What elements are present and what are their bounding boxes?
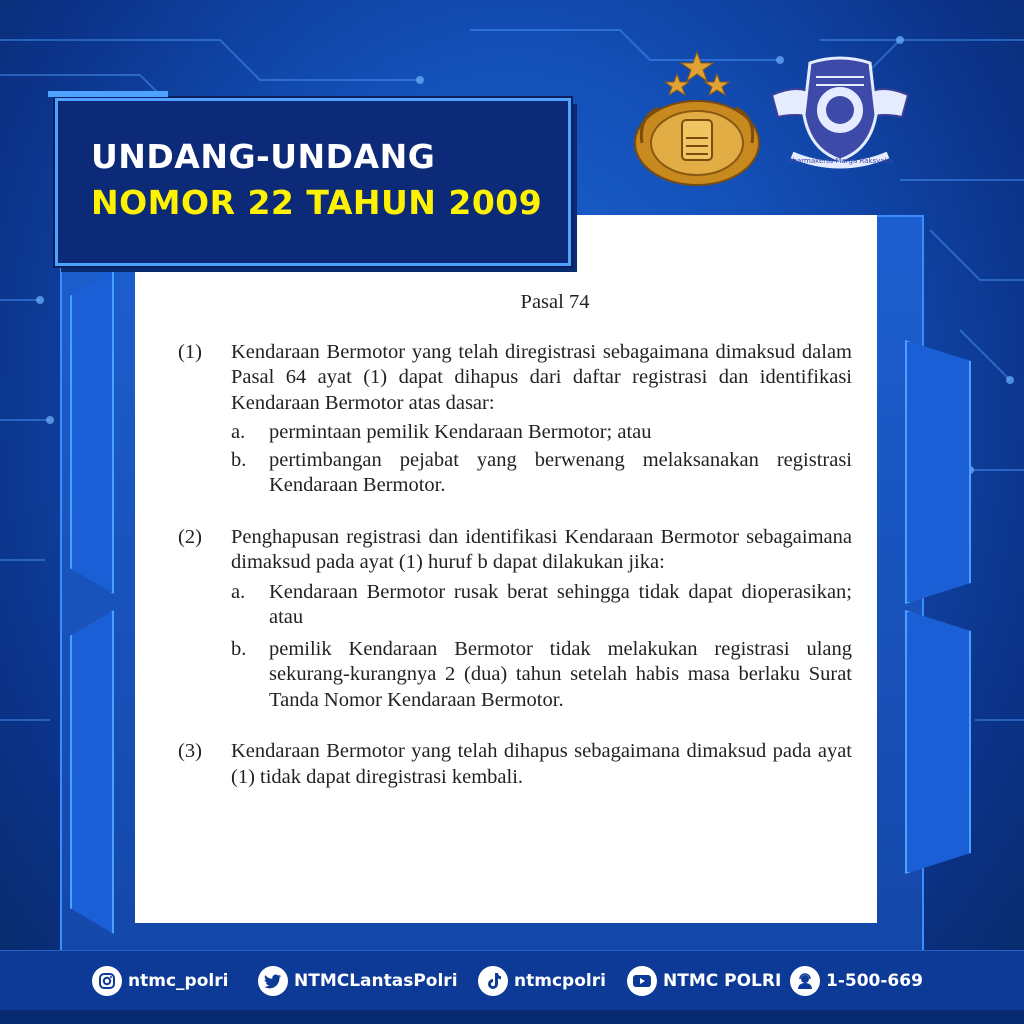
document-body <box>178 290 852 816</box>
youtube-channel: NTMC POLRI <box>663 971 782 991</box>
title-line-1: UNDANG-UNDANG <box>91 137 436 176</box>
item-text: Kendaraan Bermotor rusak berat sehingga tidak dapat dioperasikan; atau <box>269 580 852 628</box>
youtube-link[interactable] <box>627 965 781 997</box>
tiktok-handle: ntmcpolri <box>514 971 606 991</box>
title-banner <box>55 98 571 266</box>
instagram-link[interactable] <box>92 965 228 997</box>
call-center-link[interactable] <box>790 965 923 997</box>
article-heading: Pasal 74 <box>520 291 590 313</box>
frame-tab-left-top <box>70 270 114 594</box>
twitter-link[interactable] <box>258 965 458 997</box>
social-footer <box>0 950 1024 1011</box>
list-item <box>231 420 852 446</box>
frame-tab-left-bottom <box>70 610 114 934</box>
korlantas-emblem-icon <box>770 55 910 173</box>
list-item <box>231 580 852 631</box>
polri-emblem-icon <box>628 48 766 188</box>
item-text: pemilik Kendaraan Bermotor tidak melakukan registrasi ulang sekurang-kurangnya 2 (dua) tahun setelah habis masa berlaku Surat Tanda Nomor Kendaraan Bermotor. <box>269 637 852 711</box>
tiktok-icon <box>478 966 508 996</box>
title-line-2: NOMOR 22 TAHUN 2009 <box>91 183 543 222</box>
ayat-text: Penghapusan registrasi dan identifikasi Kendaraan Bermotor sebagaimana dimaksud pada ayat (1) huruf b dapat dilakukan jika: <box>231 525 852 573</box>
frame-tab-right-top <box>905 340 971 604</box>
youtube-icon <box>627 966 657 996</box>
call-center-number: 1-500-669 <box>826 971 923 991</box>
ayat-2 <box>178 525 852 714</box>
ayat-1 <box>178 340 852 499</box>
ayat-number: (3) <box>178 740 202 762</box>
ayat-number: (2) <box>178 525 202 548</box>
item-letter: b. <box>231 448 247 471</box>
ayat-text: Kendaraan Bermotor yang telah diregistrasi sebagaimana dimaksud dalam Pasal 64 ayat (1) dapat dihapus dari daftar registrasi dan identifikasi Kendaraan Bermotor atas dasar: <box>231 340 852 414</box>
ayat-text: Kendaraan Bermotor yang telah dihapus sebagaimana dimaksud pada ayat (1) tidak dapat diregistrasi kembali. <box>231 740 852 788</box>
twitter-icon <box>258 966 288 996</box>
list-item <box>231 637 852 714</box>
ayat-3 <box>178 739 852 790</box>
item-letter: a. <box>231 580 246 603</box>
list-item <box>231 448 852 499</box>
item-text: permintaan pemilik Kendaraan Bermotor; atau <box>269 421 652 443</box>
instagram-icon <box>92 966 122 996</box>
item-letter: a. <box>231 421 246 443</box>
instagram-handle: ntmc_polri <box>128 971 229 991</box>
call-center-icon <box>790 966 820 996</box>
tiktok-link[interactable] <box>478 965 606 997</box>
twitter-handle: NTMCLantasPolri <box>294 971 458 991</box>
item-text: pertimbangan pejabat yang berwenang melaksanakan registrasi Kendaraan Bermotor. <box>269 448 852 496</box>
korlantas-motto: Dharmakerta Marga Raksyaka <box>787 157 893 165</box>
item-letter: b. <box>231 637 247 660</box>
ayat-number: (1) <box>178 340 202 363</box>
footer-strip <box>0 1010 1024 1024</box>
frame-tab-right-bottom <box>905 610 971 874</box>
